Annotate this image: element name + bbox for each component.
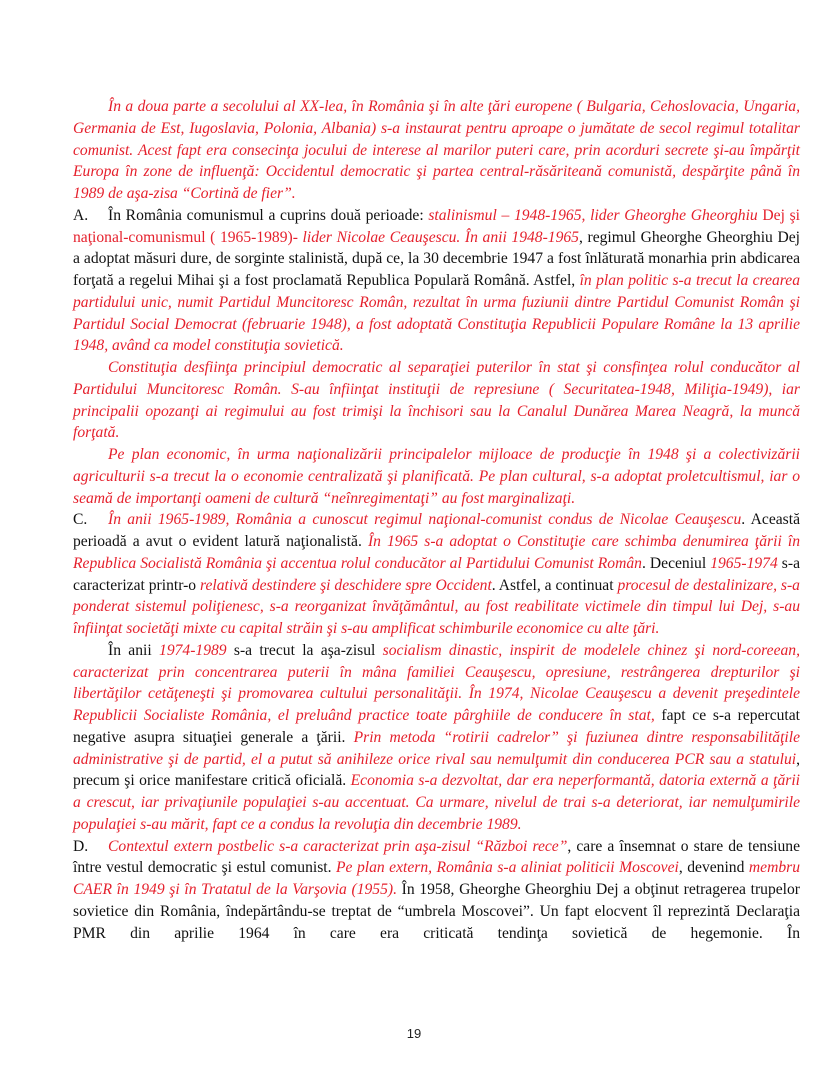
highlighted-text-segment: 1974-1989 — [159, 641, 227, 659]
text-segment: . Această perioadă a avut o evident latură naţionalistă. — [73, 511, 800, 550]
highlighted-text-segment: socialism dinastic, inspirit de modelele chinez şi nord-coreean, caracterizat prin concentrarea puterii în mâna familiei Ceauşescu, opresiune, restrângerea drepturilor şi libertăţilor cetăţeneşti şi promovarea cultului personalităţii. În 1974, Nicolae Ceauşescu a devenit preşedintele Republicii Socialiste România, el preluând practice toate pârghiile de conducere în stat, — [73, 641, 800, 724]
page-number: 19 — [406, 1026, 422, 1041]
paragraph — [73, 205, 800, 357]
text-segment: s-a caracterizat printr-o — [73, 554, 800, 594]
text-segment: , precum şi orice manifestare critică oficială. — [73, 750, 800, 790]
section-label: D. — [73, 837, 89, 855]
highlighted-text-segment: Prin metoda “rotirii cadrelor” şi fuziunea dintre responsabilităţile administrative şi de partid, el a putut să anihileze orice rival sau nemulţumit din conducerea PCR sau a statului — [73, 728, 800, 768]
highlighted-text-segment: Pe plan economic, în urma naţionalizării principalelor mijloace de producţie în 1948 şi a colectivizării agriculturii s-a trecut la o economie centralizată şi planificată. Pe plan cultural, s-a adoptat proletcultismul, iar o seamă de importanţi oameni de cultură “neînregimentaţi” au fost marginalizaţi. — [73, 446, 800, 507]
text-segment: . Deceniul — [641, 554, 711, 572]
text-segment: s-a trecut la aşa-zisul — [226, 641, 383, 659]
highlighted-text-segment: în plan politic s-a trecut la crearea partidului unic, numit Partidul Muncitoresc Român, rezultat în urma fuziunii dintre Partidul Comunist Român şi Partidul Social Democrat (februarie 1948), a fost adoptată Constituţia Republicii Populare Române la 13 aprilie 1948, având ca model constituţia sovietică. — [73, 272, 801, 355]
paragraph — [73, 357, 800, 444]
text-segment: În 1958, Gheorghe Gheorghiu Dej a obţinut retragerea trupelor sovietice din România, îndepărtându-se treptat de “umbrela Moscovei”. Un fapt elocvent îl reprezintă Declaraţia PMR din aprilie 1964 în care era criticată tendinţa sovietică de hegemonie. În — [73, 881, 800, 942]
text-segment: . Astfel, a continuat — [491, 576, 618, 594]
highlighted-text-segment: Constituţia desfiinţa principiul democratic al separaţiei puterilor în stat şi consfinţea rolul conducător al Partidului Muncitoresc Român. S-au înfiinţat instituţii de represiune ( Securitatea-1948, Miliţia-1949), iar principalii opozanţi ai regimului au fost trimişi la închisori sau la Canalul Dunărea Marea Neagră, la muncă forţată. — [73, 359, 800, 442]
highlighted-text-segment: stalinismul – 1948-1965, lider Gheorghe Gheorghiu — [428, 206, 763, 224]
highlighted-text-segment: relativă destindere şi deschidere spre Occident — [199, 576, 492, 594]
highlighted-text-segment: procesul de destalinizare, s-a ponderat sistemul poliţienesc, s-a reorganizat învăţământul, au fost reabilitate victimele din timpul lui Dej, s-au înfiinţat societăţi mixte cu capital străin şi s-au amplificat schimburile economice cu alte ţări. — [73, 576, 800, 637]
highlighted-text-segment: lider Nicolae Ceauşescu. În anii 1948-1965 — [302, 228, 579, 246]
paragraph — [73, 96, 800, 205]
text-segment: , regimul Gheorghe Gheorghiu Dej a adoptat măsuri dure, de sorginte stalinistă, după ce, la 30 decembrie 1947 a fost înlăturată monarhia prin abdicarea forţată a regelui Mihai şi a fost proclamată Republica Populară Română. Astfel, — [73, 228, 800, 289]
section-label: C. — [73, 511, 88, 529]
section-label: A. — [73, 206, 89, 224]
highlighted-text-segment: În anii 1965-1989, România a cunoscut regimul naţional-comunist condus de Nicolae Ceauşescu — [108, 511, 742, 529]
text-segment: În anii — [108, 641, 160, 659]
highlighted-text-segment: 1965-1974 — [710, 554, 778, 572]
highlighted-text-segment: Dej şi naţional-comunismul ( 1965-1989)- — [73, 206, 800, 246]
paragraph — [73, 509, 800, 640]
highlighted-text-segment: Economia s-a dezvoltat, dar era neperformantă, datoria externă a ţării a crescut, iar privaţiunile populaţiei s-au accentuat. Ca urmare, nivelul de trai s-a deteriorat, iar nemulţumirile populaţiei s-au mărit, fapt ce a condus la revoluţia din decembrie 1989. — [73, 772, 800, 833]
text-segment: fapt ce s-a repercutat negative asupra situaţiei generale a ţării. — [73, 707, 800, 746]
paragraph — [73, 640, 800, 836]
highlighted-text-segment: În a doua parte a secolului al XX-lea, în România şi în alte ţări europene ( Bulgaria, Cehoslovacia, Ungaria, Germania de Est, Iugoslavia, Polonia, Albania) s-a instaurat pentru aproape o jumătate de secol regimul totalitar comunist. Acest fapt era consecinţa jocului de interese al marilor puteri care, prin acorduri secrete şi-au împărţit Europa în zone de influenţă: Occidentul democratic şi partea central-răsăriteană comunistă, despărţite până în 1989 de aşa-zisa “Cortină de fier”. — [73, 98, 800, 202]
text-segment: , devenind — [678, 859, 749, 877]
document-body — [73, 96, 800, 944]
highlighted-text-segment: Pe plan extern, România s-a aliniat politicii Moscovei — [336, 859, 679, 877]
text-segment: , care a însemnat o stare de tensiune între vestul democratic şi estul comunist. — [73, 837, 800, 877]
highlighted-text-segment: membru CAER în 1949 şi în Tratatul de la Varşovia (1955). — [73, 859, 801, 898]
highlighted-text-segment: Contextul extern postbelic s-a caracterizat prin aşa-zisul “Război rece” — [108, 837, 568, 855]
text-segment: În România comunismul a cuprins două perioade: — [108, 206, 429, 224]
paragraph — [73, 444, 800, 509]
highlighted-text-segment: În 1965 s-a adoptat o Constituţie care schimba denumirea ţării în Republica Socialistă România şi accentua rolul conducător al Partidului Comunist Român — [73, 533, 800, 572]
paragraph — [73, 836, 800, 945]
